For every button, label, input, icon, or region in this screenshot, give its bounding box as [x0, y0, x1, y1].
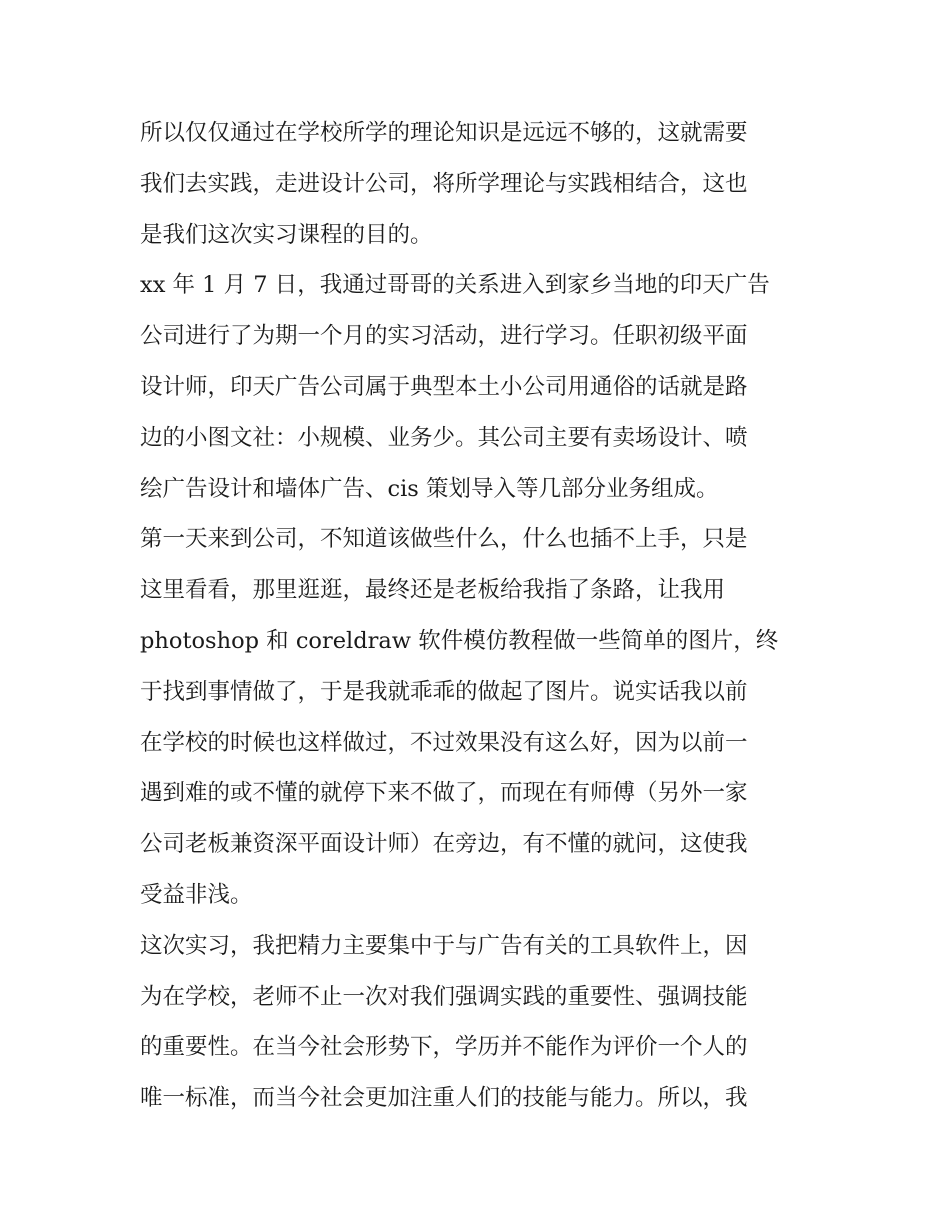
text-line: 是我们这次实习课程的目的。 — [140, 221, 433, 248]
text-line: 我们去实践，走进设计公司，将所学理论与实践相结合，这也 — [140, 170, 748, 197]
text-line: 公司进行了为期一个月的实习活动，进行学习。任职初级平面 — [140, 323, 748, 350]
text-line: 公司老板兼资深平面设计师）在旁边，有不懂的就问，这使我 — [140, 831, 748, 858]
text-line: 第一天来到公司，不知道该做些什么，什么也插不上手，只是 — [140, 526, 748, 553]
text-line: 这次实习，我把精力主要集中于与广告有关的工具软件上，因 — [140, 932, 748, 959]
text-line: 受益非浅。 — [140, 881, 253, 908]
text-line: 的重要性。在当今社会形势下，学历并不能作为评价一个人的 — [140, 1034, 748, 1061]
text-line: 设计师，印天广告公司属于典型本土小公司用通俗的话就是路 — [140, 373, 748, 400]
text-line: 边的小图文社：小规模、业务少。其公司主要有卖场设计、喷 — [140, 424, 748, 451]
body-text — [140, 108, 820, 1124]
text-line: 绘广告设计和墙体广告、cis 策划导入等几部分业务组成。 — [140, 475, 719, 502]
text-line: 唯一标准，而当今社会更加注重人们的技能与能力。所以，我 — [140, 1085, 748, 1112]
text-line: 在学校的时候也这样做过，不过效果没有这么好，因为以前一 — [140, 729, 748, 756]
text-line: 所以仅仅通过在学校所学的理论知识是远远不够的，这就需要 — [140, 120, 748, 146]
text-line: 遇到难的或不懂的就停下来不做了，而现在有师傅（另外一家 — [140, 780, 748, 807]
text-line: photoshop 和 coreldraw 软件模仿教程做一些简单的图片，终 — [140, 627, 779, 654]
text-line: xx 年 1 月 7 日，我通过哥哥的关系进入到家乡当地的印天广告 — [140, 272, 770, 299]
text-line: 为在学校，老师不止一次对我们强调实践的重要性、强调技能 — [140, 983, 748, 1010]
text-line: 这里看看，那里逛逛，最终还是老板给我指了条路，让我用 — [140, 577, 726, 604]
text-line: 于找到事情做了，于是我就乖乖的做起了图片。说实话我以前 — [140, 678, 748, 705]
